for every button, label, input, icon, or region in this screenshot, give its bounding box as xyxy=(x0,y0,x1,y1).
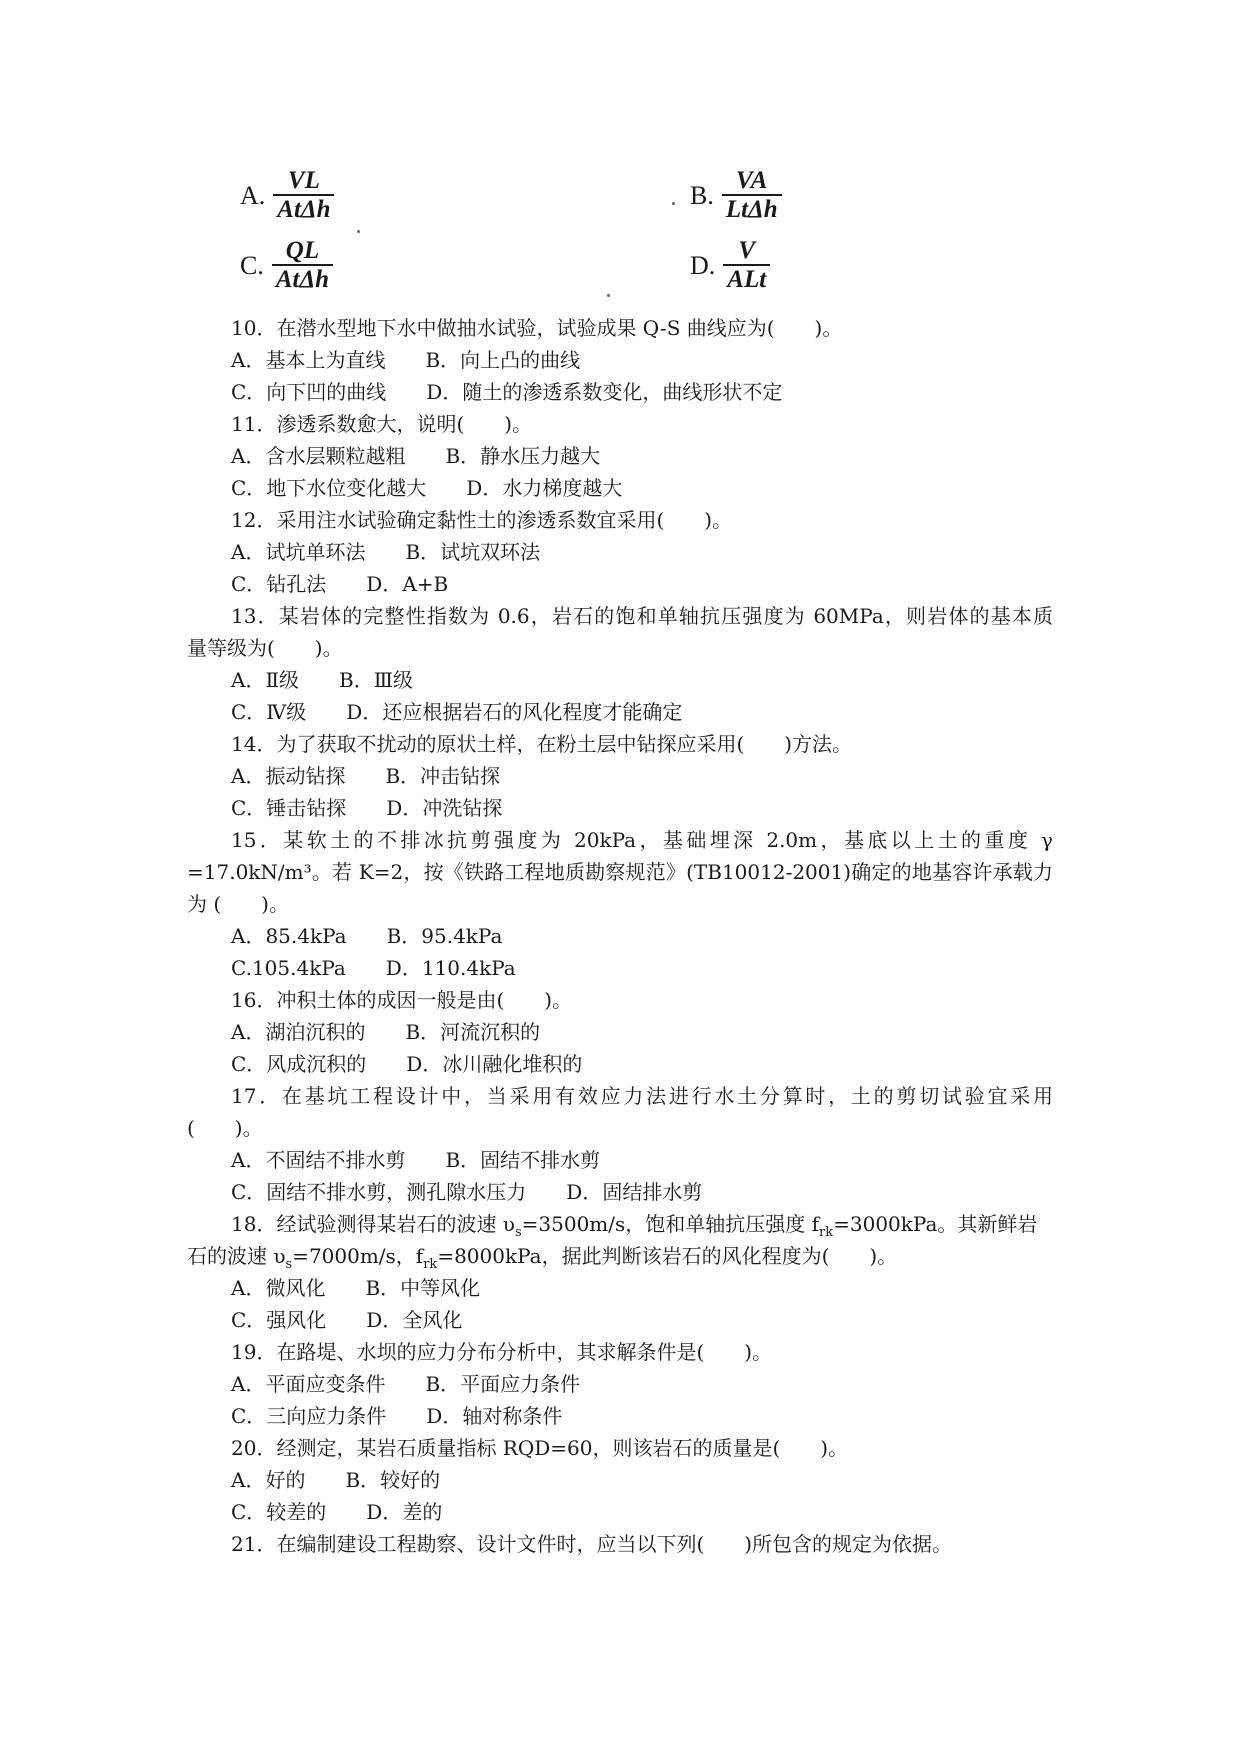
question-11-options-cd: C．地下水位变化越大 D．水力梯度越大 xyxy=(231,476,623,500)
question-11-options-ab: A．含水层颗粒越粗 B．静水压力越大 xyxy=(231,444,601,468)
question-15-options-ab: A．85.4kPa B．95.4kPa xyxy=(231,924,503,948)
question-18-options-cd: C．强风化 D．全风化 xyxy=(231,1308,463,1332)
scan-speck xyxy=(357,230,360,233)
text-segment: =3500m/s，饱和单轴抗压强度 f xyxy=(521,1212,820,1236)
question-18-options-ab: A．微风化 B．中等风化 xyxy=(231,1276,481,1300)
formula-option-c xyxy=(240,238,333,294)
fraction-denominator: AtΔh xyxy=(277,196,331,223)
option-label: C. xyxy=(240,251,264,280)
formula-option-a xyxy=(240,168,334,224)
question-11: 11．渗透系数愈大，说明( )。 xyxy=(231,412,533,436)
formula-fraction xyxy=(723,238,770,294)
question-18-line-2 xyxy=(187,1244,897,1277)
question-20-options-cd: C．较差的 D．差的 xyxy=(231,1500,443,1524)
option-label: A. xyxy=(240,181,266,210)
subscript: rk xyxy=(423,1257,438,1272)
fraction-numerator: VA xyxy=(735,167,768,194)
question-16: 16．冲积土体的成因一般是由( )。 xyxy=(231,988,573,1012)
question-12-options-cd: C．钻孔法 D．A+B xyxy=(231,572,449,596)
question-14: 14．为了获取不扰动的原状土样，在粉土层中钻探应采用( )方法。 xyxy=(231,732,853,756)
formula-fraction xyxy=(273,168,334,224)
formula-option-d xyxy=(690,238,770,294)
fraction-denominator: AtΔh xyxy=(275,266,330,293)
question-10-options-ab: A．基本上为直线 B．向上凸的曲线 xyxy=(231,348,581,372)
fraction-numerator: V xyxy=(738,237,756,264)
question-17-options-ab: A．不固结不排水剪 B．固结不排水剪 xyxy=(231,1148,601,1172)
question-19-options-ab: A．平面应变条件 B．平面应力条件 xyxy=(231,1372,581,1396)
question-19: 19．在路堤、水坝的应力分布分析中，其求解条件是( )。 xyxy=(231,1340,773,1364)
question-17-line-1: 17．在基坑工程设计中，当采用有效应力法进行水土分算时，土的剪切试验宜采用 xyxy=(231,1084,1053,1108)
question-13-line-1: 13．某岩体的完整性指数为 0.6，岩石的饱和单轴抗压强度为 60MPa，则岩体的基本质 xyxy=(231,604,1053,628)
fraction-numerator: VL xyxy=(287,167,320,194)
subscript: s xyxy=(285,1257,293,1272)
text-segment: 18．经试验测得某岩石的波速 υ xyxy=(231,1212,515,1236)
question-12: 12．采用注水试验确定黏性土的渗透系数宜采用( )。 xyxy=(231,508,733,532)
question-18-line-1 xyxy=(231,1212,1037,1245)
text-segment: 石的波速 υ xyxy=(187,1244,286,1268)
question-15-options-cd: C.105.4kPa D．110.4kPa xyxy=(231,956,516,980)
question-13-line-2: 量等级为( )。 xyxy=(187,636,343,660)
fraction-denominator: ALt xyxy=(727,266,767,293)
text-segment: =3000kPa。其新鲜岩 xyxy=(833,1212,1038,1236)
question-16-options-cd: C．风成沉积的 D．冰川融化堆积的 xyxy=(231,1052,583,1076)
question-10-options-cd: C．向下凹的曲线 D．随土的渗透系数变化，曲线形状不定 xyxy=(231,380,783,404)
question-15-line-2: =17.0kN/m³。若 K=2，按《铁路工程地质勘察规范》(TB10012-2001)确定的地基容许承载力 xyxy=(187,860,1053,884)
text-segment: =7000m/s，f xyxy=(292,1244,424,1268)
fraction-denominator: LtΔh xyxy=(725,196,778,223)
question-20-options-ab: A．好的 B．较好的 xyxy=(231,1468,441,1492)
question-15-line-1: 15．某软土的不排冰抗剪强度为 20kPa，基础埋深 2.0m，基底以上土的重度 γ xyxy=(231,828,1053,852)
text-segment: =8000kPa，据此判断该岩石的风化程度为( )。 xyxy=(437,1244,898,1268)
question-14-options-ab: A．振动钻探 B．冲击钻探 xyxy=(231,764,501,788)
question-14-options-cd: C．锤击钻探 D．冲洗钻探 xyxy=(231,796,503,820)
question-16-options-ab: A．湖泊沉积的 B．河流沉积的 xyxy=(231,1020,541,1044)
scan-speck xyxy=(607,294,610,297)
fraction-numerator: QL xyxy=(285,237,320,264)
scan-speck xyxy=(672,202,675,205)
question-20: 20．经测定，某岩石质量指标 RQD=60，则该岩石的质量是( )。 xyxy=(231,1436,849,1460)
formula-fraction xyxy=(272,238,333,294)
question-17-options-cd: C．固结不排水剪，测孔隙水压力 D．固结排水剪 xyxy=(231,1180,703,1204)
question-21: 21．在编制建设工程勘察、设计文件时，应当以下列( )所包含的规定为依据。 xyxy=(231,1532,953,1556)
question-12-options-ab: A．试坑单环法 B．试坑双环法 xyxy=(231,540,541,564)
question-10: 10．在潜水型地下水中做抽水试验，试验成果 Q-S 曲线应为( )。 xyxy=(231,316,843,340)
question-19-options-cd: C．三向应力条件 D．轴对称条件 xyxy=(231,1404,563,1428)
question-15-line-3: 为 ( )。 xyxy=(187,892,289,916)
question-17-line-2: ( )。 xyxy=(187,1116,263,1140)
formula-fraction xyxy=(722,168,782,224)
question-13-options-cd: C．Ⅳ级 D．还应根据岩石的风化程度才能确定 xyxy=(231,700,683,724)
option-label: B. xyxy=(690,181,714,210)
subscript: rk xyxy=(819,1225,834,1240)
option-label: D. xyxy=(690,251,716,280)
question-13-options-ab: A．Ⅱ级 B．Ⅲ级 xyxy=(231,668,414,692)
subscript: s xyxy=(514,1225,522,1240)
formula-option-b xyxy=(690,168,782,224)
